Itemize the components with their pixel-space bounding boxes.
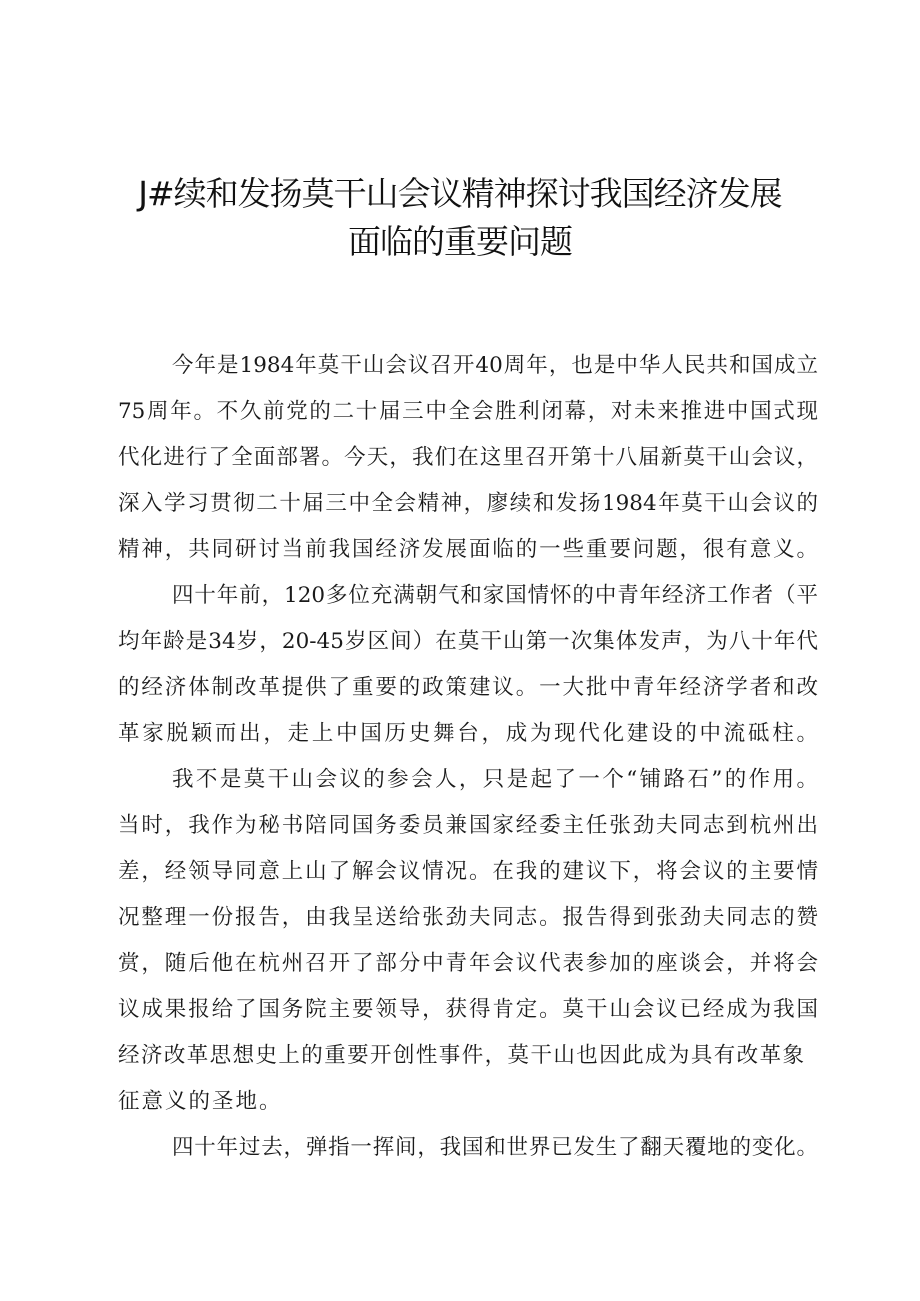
paragraph-line: 精神，共同研讨当前我国经济发展面临的一些重要问题，很有意义。 xyxy=(118,537,818,562)
paragraph-line: 差，经领导同意上山了解会议情况。在我的建议下，将会议的主要情 xyxy=(118,859,818,884)
paragraph-line: 深入学习贯彻二十届三中全会精神，廖续和发扬1984年莫干山会议的 xyxy=(118,491,818,516)
paragraph-line: 代化进行了全面部署。今天，我们在这里召开第十八届新莫干山会议， xyxy=(118,445,818,470)
paragraph-line: 四十年前，120多位充满朝气和家国情怀的中青年经济工作者（平 xyxy=(172,583,818,608)
paragraph-line: 赏，随后他在杭州召开了部分中青年会议代表参加的座谈会，并将会 xyxy=(118,951,818,976)
paragraph-line: 的经济体制改革提供了重要的政策建议。一大批中青年经济学者和改 xyxy=(118,675,818,700)
paragraph-line: 革家脱颖而出，走上中国历史舞台，成为现代化建设的中流砥柱。 xyxy=(118,721,818,746)
paragraph-line: 当时，我作为秘书陪同国务委员兼国家经委主任张劲夫同志到杭州出 xyxy=(118,813,818,838)
document-title-line-1: J#续和发扬莫干山会议精神探讨我国经济发展 xyxy=(138,174,782,213)
paragraph-line: 均年龄是34岁，20-45岁区间）在莫干山第一次集体发声，为八十年代 xyxy=(118,629,818,654)
paragraph-line: 况整理一份报告，由我呈送给张劲夫同志。报告得到张劲夫同志的赞 xyxy=(118,905,818,930)
paragraph-line: 今年是1984年莫干山会议召开40周年，也是中华人民共和国成立 xyxy=(172,353,818,378)
paragraph-line: 经济改革思想史上的重要开创性事件，莫干山也因此成为具有改革象 xyxy=(118,1043,804,1068)
document-title-line-2: 面临的重要问题 xyxy=(348,222,572,261)
paragraph-line: 我不是莫干山会议的参会人，只是起了一个“铺路石”的作用。 xyxy=(172,767,818,792)
paragraph-line: 四十年过去，弹指一挥间，我国和世界已发生了翻天覆地的变化。 xyxy=(172,1135,818,1160)
paragraph-line: 议成果报给了国务院主要领导，获得肯定。莫干山会议已经成为我国 xyxy=(118,997,818,1022)
paragraph-line: 征意义的圣地。 xyxy=(118,1089,283,1114)
paragraph-line: 75周年。不久前党的二十届三中全会胜利闭幕，对未来推进中国式现 xyxy=(118,399,818,424)
